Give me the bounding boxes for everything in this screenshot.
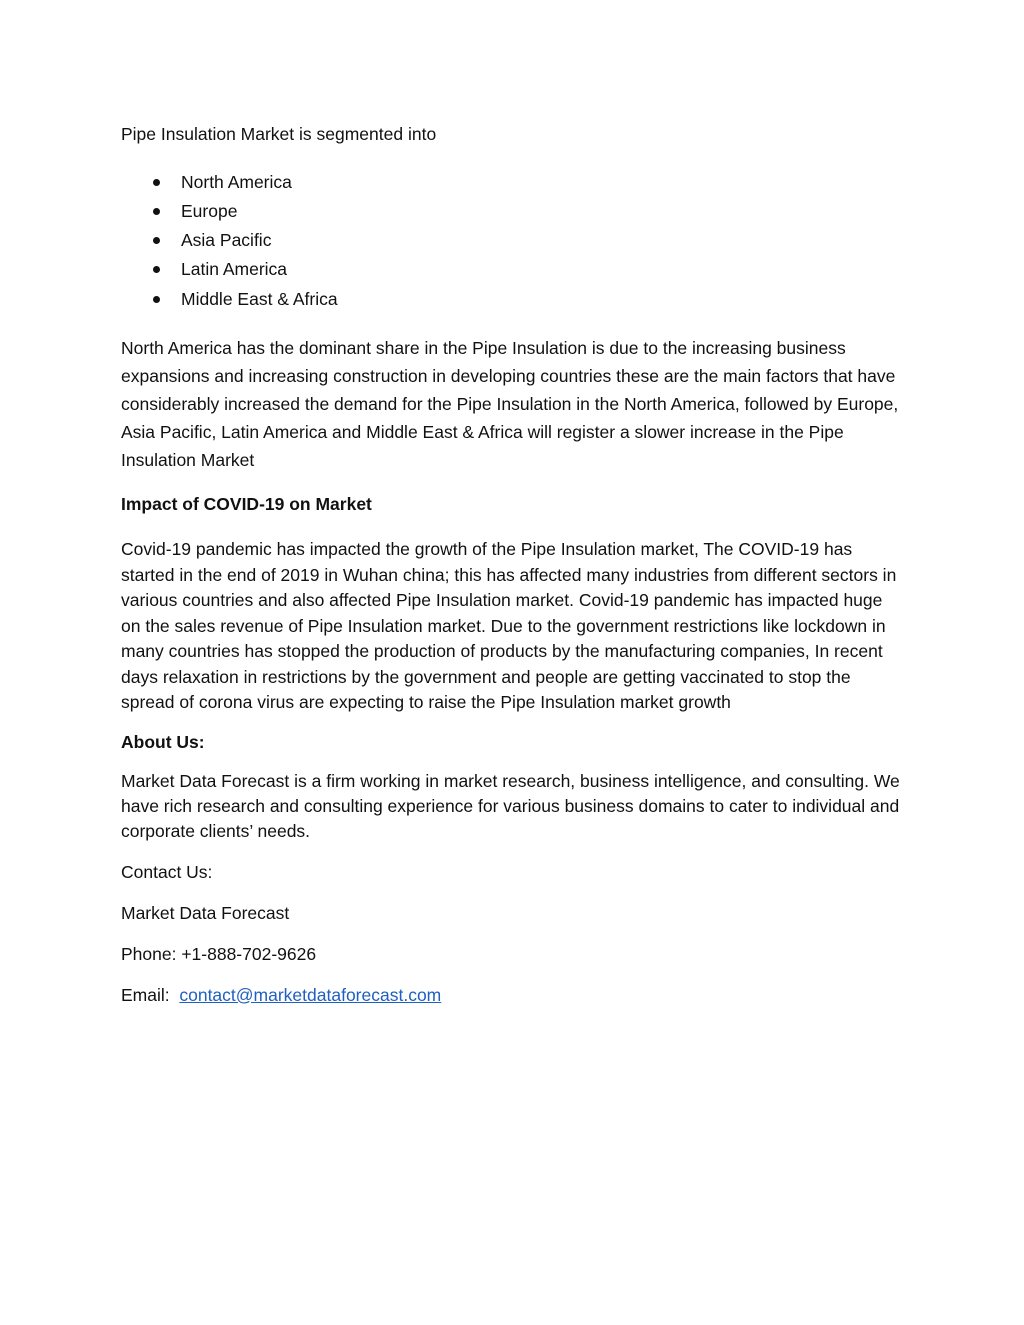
email-label: Email: (121, 984, 170, 1005)
intro-text: Pipe Insulation Market is segmented into (121, 124, 437, 144)
covid-paragraph: Covid-19 pandemic has impacted the growth of the Pipe Insulation market, The COVID-19 has started in the end of 2019 in Wuhan china; this has affected many industries from different sectors in various countries and also affected Pipe Insulation market. Covid-19 pandemic has impacted huge on the sales revenue of Pipe Insulation market. Due to the government restrictions like lockdown in many countries has stopped the production of products by the manufacturing companies, In recent days relaxation in restrictions by the government and people are getting vaccinated to stop the spread of corona virus are expecting to raise the Pipe Insulation market growth (121, 539, 897, 713)
region-list (121, 168, 906, 314)
company-name: Market Data Forecast (121, 902, 290, 923)
document-body (121, 122, 906, 1024)
region-list-item (121, 197, 906, 226)
bullet-icon (153, 179, 160, 186)
region-list-item (121, 168, 906, 197)
region-list-item (121, 226, 906, 255)
region-label: Europe (181, 200, 238, 221)
region-label: North America (181, 171, 292, 192)
bullet-icon (153, 296, 160, 303)
region-list-item (121, 255, 906, 284)
about-paragraph: Market Data Forecast is a firm working in market research, business intelligence, and consulting. We have rich research and consulting experience for various business domains to cater to individual and corporate clients’ needs. (121, 771, 900, 841)
email-link[interactable]: contact@marketdataforecast.com (179, 984, 442, 1005)
email-line (121, 983, 906, 1009)
region-label: Asia Pacific (181, 230, 272, 251)
bullet-icon (153, 208, 160, 215)
bullet-icon (153, 237, 160, 244)
region-list-item (121, 285, 906, 314)
region-label: Middle East & Africa (181, 288, 338, 309)
about-heading: About Us: (121, 731, 205, 752)
phone-number: Phone: +1-888-702-9626 (121, 943, 317, 964)
region-label: Latin America (181, 259, 288, 280)
regional-analysis-paragraph: North America has the dominant share in the Pipe Insulation is due to the increasing business expansions and increasing construction in developing countries these are the main factors that have considerably increased the demand for the Pipe Insulation in the North America, followed by Europe, Asia Pacific, Latin America and Middle East & Africa will register a slower increase in the Pipe Insulation Market (121, 337, 899, 470)
contact-heading: Contact Us: (121, 861, 213, 882)
covid-heading: Impact of COVID-19 on Market (121, 493, 372, 514)
bullet-icon (153, 266, 160, 273)
